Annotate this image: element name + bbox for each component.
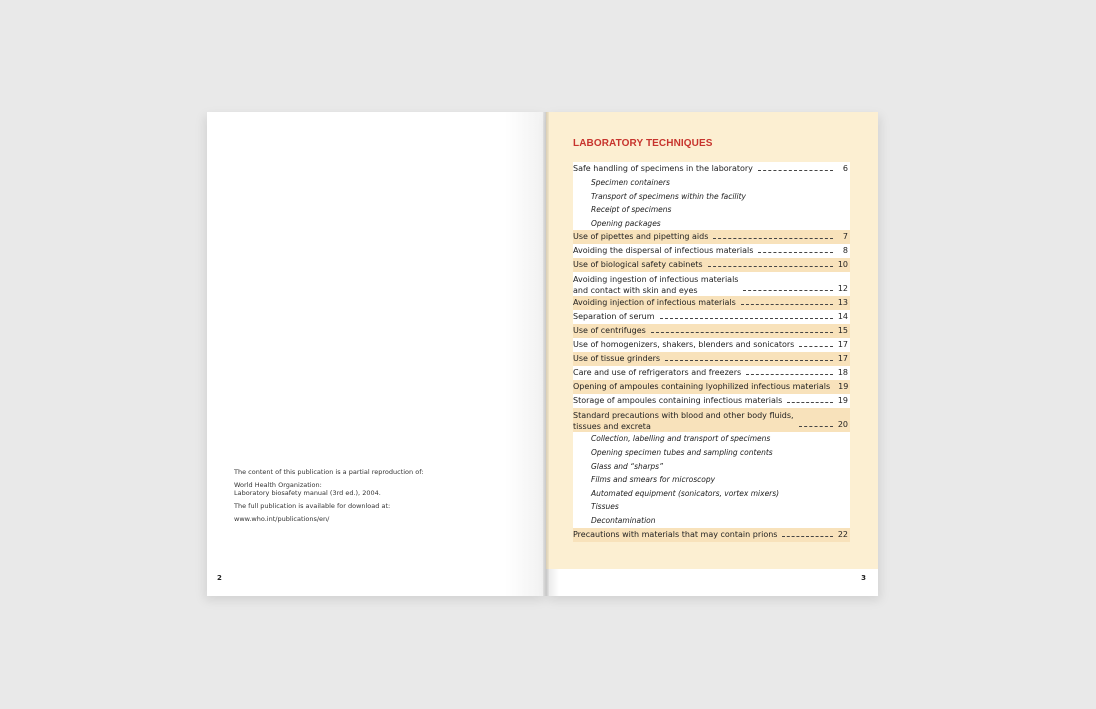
note-line: Laboratory biosafety manual (3rd ed.), 2004. bbox=[234, 489, 381, 497]
toc-page-number: 13 bbox=[837, 298, 848, 308]
leader-dots bbox=[758, 252, 833, 253]
toc-entry bbox=[573, 338, 850, 352]
toc-entry-title: Precautions with materials that may contain prions bbox=[573, 529, 778, 539]
toc-entry-title: Use of tissue grinders bbox=[573, 354, 661, 364]
leader-dots bbox=[660, 318, 833, 319]
toc-entry bbox=[573, 258, 850, 272]
toc-entry-title bbox=[573, 410, 794, 432]
toc-subentry: Films and smears for microscopy bbox=[591, 475, 716, 485]
toc-page-number: 18 bbox=[837, 368, 848, 378]
toc-subentry: Decontamination bbox=[591, 515, 656, 525]
toc-page-number: 19 bbox=[837, 396, 848, 406]
toc-title-line: tissues and excreta bbox=[573, 422, 651, 432]
toc-subentry: Specimen containers bbox=[591, 178, 670, 187]
toc-page-number: 12 bbox=[837, 284, 848, 294]
toc-entry-title: Separation of serum bbox=[573, 312, 655, 322]
toc-entry bbox=[573, 230, 850, 244]
toc-entry bbox=[573, 272, 850, 296]
toc-entry bbox=[573, 296, 850, 310]
toc-entry bbox=[573, 394, 850, 408]
toc-entry-title: Use of centrifuges bbox=[573, 326, 646, 336]
toc-page-number: 17 bbox=[837, 354, 848, 364]
toc-page-number: 7 bbox=[842, 232, 848, 242]
toc-entry-title: Use of pipettes and pipetting aids bbox=[573, 232, 709, 242]
toc-page-number: 10 bbox=[837, 260, 848, 270]
leader-dots bbox=[799, 346, 833, 347]
toc-title-line: and contact with skin and eyes bbox=[573, 286, 698, 296]
toc-entry bbox=[573, 380, 850, 394]
toc-entry bbox=[573, 408, 850, 432]
page-number-left: 2 bbox=[217, 574, 222, 582]
toc-page-number: 17 bbox=[837, 340, 848, 350]
left-page bbox=[207, 112, 546, 596]
toc-entry bbox=[573, 162, 850, 230]
toc-page-number: 22 bbox=[837, 529, 848, 539]
toc-entry-title: Avoiding injection of infectious materials bbox=[573, 298, 736, 308]
toc-entry-title: Care and use of refrigerators and freezers bbox=[573, 368, 742, 378]
leader-dots bbox=[758, 170, 833, 171]
note-line: The full publication is available for download at: bbox=[234, 502, 391, 510]
toc-entry-title: Safe handling of specimens in the laboratory bbox=[573, 164, 753, 173]
leader-dots bbox=[746, 374, 833, 375]
leader-dots bbox=[651, 332, 833, 333]
toc-subentry: Automated equipment (sonicators, vortex mixers) bbox=[591, 488, 780, 498]
toc-entry bbox=[573, 528, 850, 542]
publication-note bbox=[234, 468, 514, 528]
book-spine bbox=[543, 112, 549, 596]
toc-entry-title: Use of biological safety cabinets bbox=[573, 260, 703, 270]
toc-subentry: Opening packages bbox=[591, 218, 661, 228]
right-page bbox=[546, 112, 878, 596]
leader-dots bbox=[665, 360, 833, 361]
toc-entry-title bbox=[573, 274, 738, 296]
toc-entry-title: Use of homogenizers, shakers, blenders and sonicators bbox=[573, 340, 795, 350]
open-booklet bbox=[207, 112, 878, 596]
toc-page-number: 6 bbox=[842, 164, 848, 173]
note-url: www.who.int/publications/en/ bbox=[234, 515, 330, 523]
leader-dots bbox=[708, 266, 833, 267]
toc-title-line: Standard precautions with blood and other body fluids, bbox=[573, 411, 794, 421]
toc-entry bbox=[573, 244, 850, 258]
toc-entry bbox=[573, 310, 850, 324]
leader-dots bbox=[782, 536, 833, 537]
toc-page-number: 14 bbox=[837, 312, 848, 322]
toc-subentry: Collection, labelling and transport of specimens bbox=[591, 434, 771, 444]
toc-subentries bbox=[573, 432, 850, 527]
leader-dots bbox=[787, 402, 833, 403]
note-line: The content of this publication is a partial reproduction of: bbox=[234, 468, 424, 476]
toc-entry bbox=[573, 324, 850, 338]
toc-subentry: Glass and “sharps” bbox=[591, 461, 663, 471]
toc-page-number: 8 bbox=[842, 246, 848, 256]
toc-page-number: 20 bbox=[837, 420, 848, 430]
toc-entry bbox=[573, 352, 850, 366]
toc-subentry: Opening specimen tubes and sampling contents bbox=[591, 447, 773, 457]
toc-subentry: Receipt of specimens bbox=[591, 205, 672, 215]
leader-dots bbox=[713, 238, 833, 239]
leader-dots bbox=[741, 304, 833, 305]
page-number-right: 3 bbox=[861, 574, 866, 582]
toc-entry bbox=[573, 366, 850, 380]
toc-subentry: Transport of specimens within the facility bbox=[591, 191, 746, 201]
toc-page-number: 15 bbox=[837, 326, 848, 336]
toc-entry-title: Storage of ampoules containing infectious materials bbox=[573, 396, 783, 406]
toc-title-line: Avoiding ingestion of infectious materials bbox=[573, 275, 739, 285]
table-of-contents bbox=[573, 162, 850, 542]
toc-subentry: Tissues bbox=[591, 502, 619, 512]
toc-entry-title: Avoiding the dispersal of infectious materials bbox=[573, 246, 754, 256]
section-title: LABORATORY TECHNIQUES bbox=[573, 138, 713, 149]
note-line: World Health Organization: bbox=[234, 481, 322, 489]
leader-dots bbox=[799, 426, 833, 427]
toc-entry-title: Opening of ampoules containing lyophilized infectious materials bbox=[573, 382, 831, 392]
toc-page-number: 19 bbox=[838, 382, 849, 392]
leader-dots bbox=[743, 290, 833, 291]
